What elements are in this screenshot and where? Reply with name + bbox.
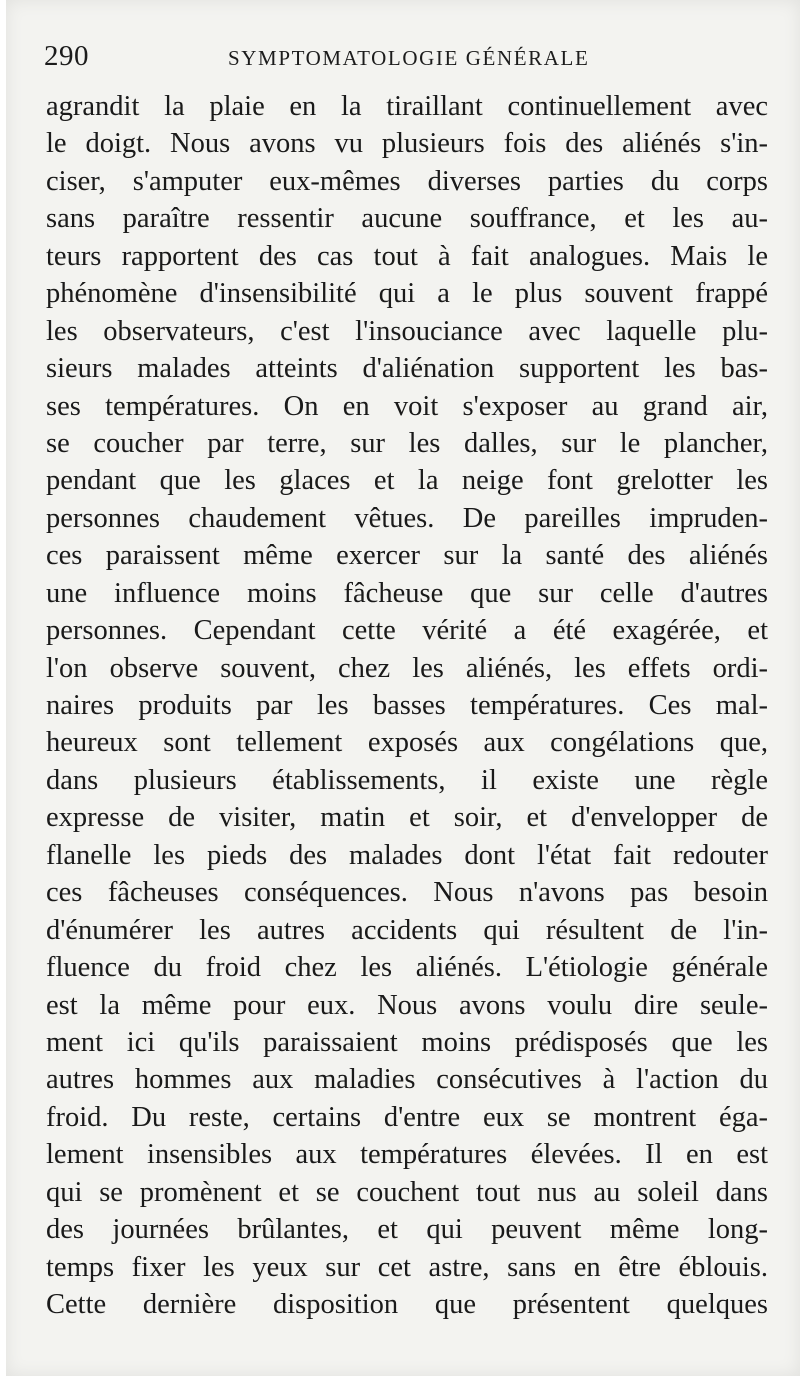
text-line: froid. Du reste, certains d'entre eux se montrent éga- — [46, 1101, 768, 1133]
text-line: personnes chaudement vêtues. De pareilles impruden- — [46, 502, 768, 534]
page-number: 290 — [44, 40, 89, 72]
text-line: ses températures. On en voit s'exposer au grand air, — [46, 390, 768, 422]
text-line: lement insensibles aux températures élevées. Il en est — [46, 1139, 768, 1171]
text-line: des journées brûlantes, et qui peuvent même long- — [46, 1214, 768, 1246]
text-line: une influence moins fâcheuse que sur celle d'autres — [46, 577, 768, 609]
text-line: autres hommes aux maladies consécutives à l'action du — [46, 1064, 768, 1096]
text-line: Cette dernière disposition que présentent quelques — [46, 1289, 768, 1320]
text-line: ciser, s'amputer eux-mêmes diverses parties du corps — [46, 165, 768, 197]
text-line: personnes. Cependant cette vérité a été exagérée, et — [46, 615, 768, 647]
text-line: l'on observe souvent, chez les aliénés, les effets ordi- — [46, 652, 768, 684]
text-line: agrandit la plaie en la tiraillant continuellement avec — [46, 91, 768, 122]
text-line: sans paraître ressentir aucune souffrance, et les au- — [46, 203, 768, 235]
text-line: fluence du froid chez les aliénés. L'étiologie générale — [46, 952, 768, 984]
text-line: expresse de visiter, matin et soir, et d'envelopper de — [46, 802, 768, 834]
text-line: pendant que les glaces et la neige font grelotter les — [46, 465, 768, 497]
running-title: SYMPTOMATOLOGIE GÉNÉRALE — [228, 46, 590, 70]
text-line: se coucher par terre, sur les dalles, sur le plancher, — [46, 427, 768, 459]
text-line: ces paraissent même exercer sur la santé des aliénés — [46, 540, 768, 572]
text-line: ment ici qu'ils paraissaient moins prédisposés que les — [46, 1026, 768, 1058]
text-line: sieurs malades atteints d'aliénation supportent les bas- — [46, 353, 768, 385]
text-line: flanelle les pieds des malades dont l'état fait redouter — [46, 839, 768, 871]
text-line: phénomène d'insensibilité qui a le plus souvent frappé — [46, 278, 768, 310]
text-line: ces fâcheuses conséquences. Nous n'avons pas besoin — [46, 877, 768, 909]
text-line: le doigt. Nous avons vu plusieurs fois des aliénés s'in- — [46, 128, 768, 160]
text-line: est la même pour eux. Nous avons voulu dire seule- — [46, 989, 768, 1021]
text-line: temps fixer les yeux sur cet astre, sans en être éblouis. — [46, 1251, 768, 1283]
text-line: heureux sont tellement exposés aux congélations que, — [46, 727, 768, 759]
text-line: qui se promènent et se couchent tout nus au soleil dans — [46, 1176, 768, 1208]
text-line: teurs rapportent des cas tout à fait analogues. Mais le — [46, 240, 768, 272]
text-line: les observateurs, c'est l'insouciance avec laquelle plu- — [46, 315, 768, 347]
running-head — [6, 36, 800, 80]
body-text — [46, 88, 768, 1323]
text-line: dans plusieurs établissements, il existe une règle — [46, 764, 768, 796]
text-line: naires produits par les basses températures. Ces mal- — [46, 690, 768, 721]
text-line: d'énumérer les autres accidents qui résultent de l'in- — [46, 914, 768, 946]
book-page — [6, 0, 800, 1376]
